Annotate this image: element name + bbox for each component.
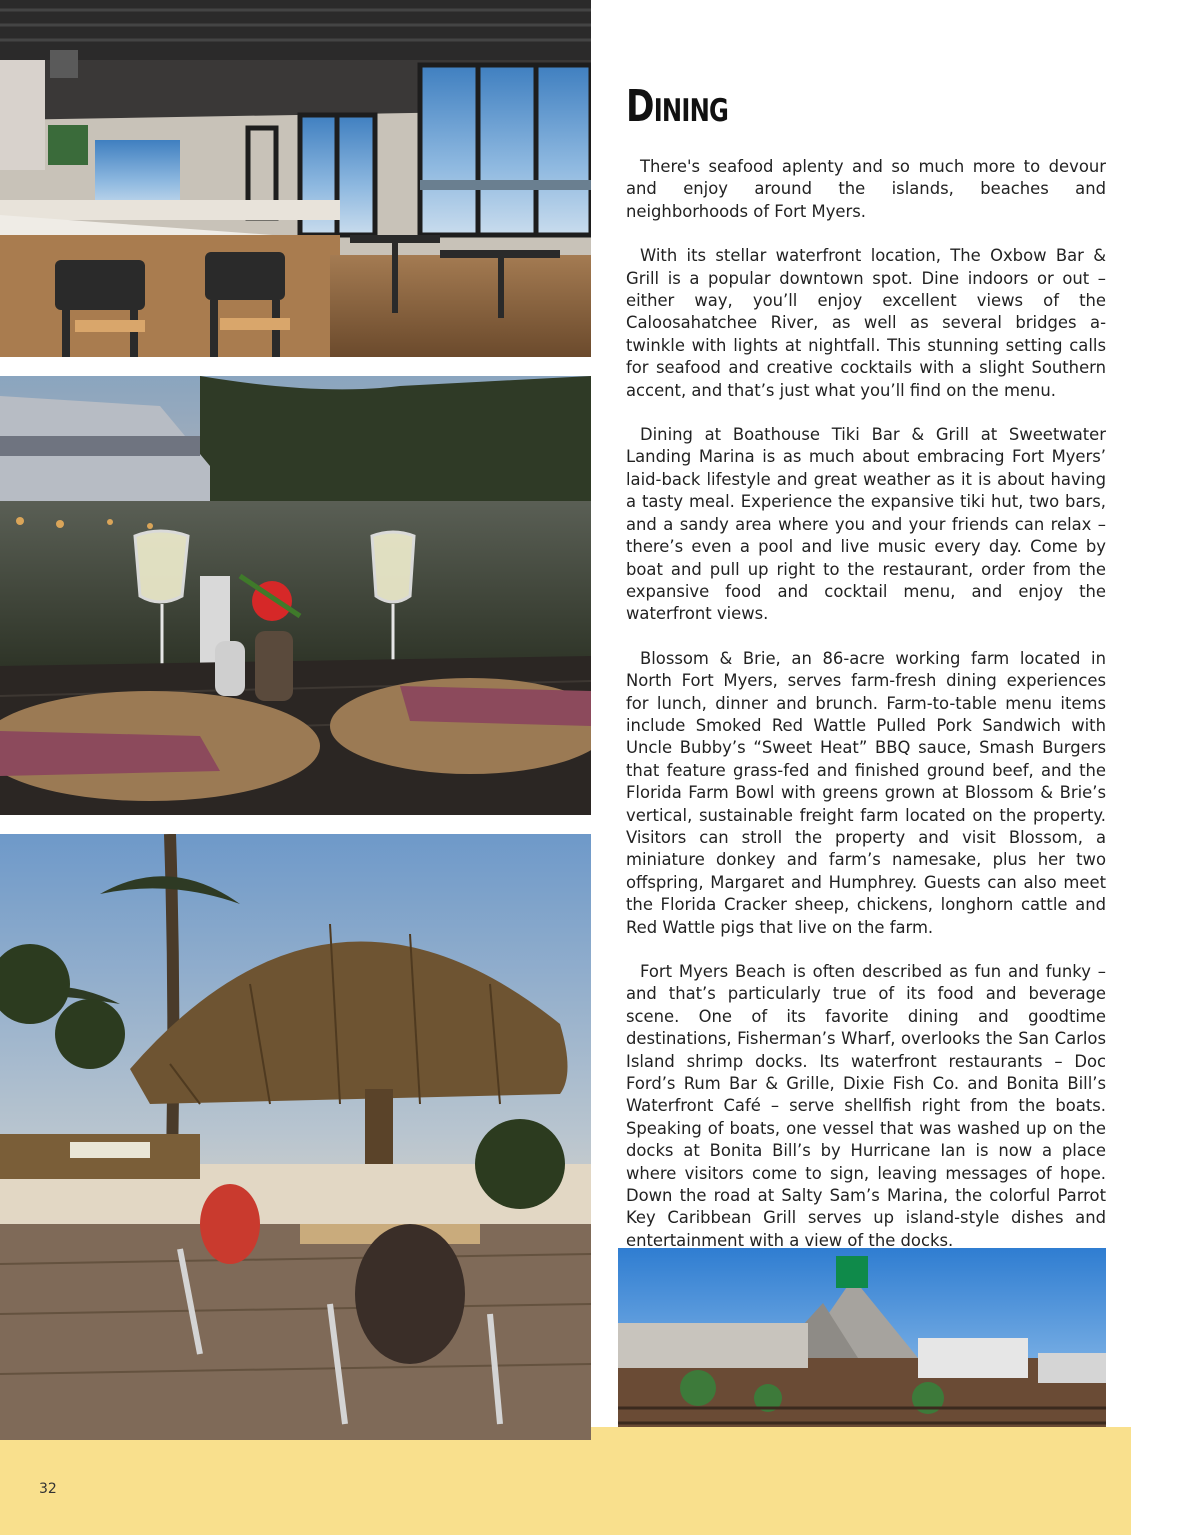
title-initial: D <box>626 81 654 132</box>
paragraph-oxbow: With its stellar waterfront location, The Oxbow Bar & Grill is a popular downtown spot. Dine indoors or out – either way, you’ll enjoy excellent views of the Caloosahatchee River, as well as several bridges a-twinkle with lights at nightfall. This stunning setting calls for seafood and creative cocktails with a slight Southern accent, and that’s just what you’ll find on the menu. <box>626 246 1106 400</box>
title-rest: INING <box>653 93 729 129</box>
wine-table-photo <box>0 376 591 815</box>
article-title <box>626 80 1000 138</box>
marina-restaurant-photo <box>618 1248 1106 1440</box>
paragraph-intro: There's seafood aplenty and so much more to devour and enjoy around the islands, beaches and neighborhoods of Fort Myers. <box>626 157 1106 221</box>
footer-band <box>0 1440 1131 1535</box>
tiki-bar-sunset-photo <box>0 834 591 1440</box>
paragraph-blossom-brie: Blossom & Brie, an 86-acre working farm located in North Fort Myers, serves farm-fresh dining experiences for lunch, dinner and brunch. Farm-to-table menu items include Smoked Red Wattle Pulled Pork Sandwich with Uncle Bubby’s “Sweet Heat” BBQ sauce, Smash Burgers that feature grass-fed and finished ground beef, and the Florida Farm Bowl with greens grown at Blossom & Brie’s vertical, sustainable freight farm located on the property. Visitors can stroll the property and visit Blossom, a miniature donkey and farm’s namesake, plus her two offspring, Margaret and Humphrey. Guests can also meet the Florida Cracker sheep, chickens, longhorn cattle and Red Wattle pigs that live on the farm. <box>626 648 1106 937</box>
paragraph-fort-myers-beach: Fort Myers Beach is often described as fun and funky – and that’s particularly true of its food and beverage scene. One of its favorite dining and goodtime destinations, Fisherman’s Wharf, overlooks the San Carlos Island shrimp docks. Its waterfront restaurants – Doc Ford’s Rum Bar & Grille, Dixie Fish Co. and Bonita Bill’s Waterfront Café – serve shellfish right from the boats. Speaking of boats, one vessel that was washed up on the docks at Bonita Bill’s by Hurricane Ian is now a place where visitors come to sign, leaving messages of hope. Down the road at Salty Sam’s Marina, the colorful Parrot Key Caribbean Grill serves up island-style dishes and entertainment with a view of the docks. <box>626 962 1106 1250</box>
restaurant-interior-photo <box>0 0 591 357</box>
footer-band-top <box>591 1427 1131 1440</box>
dining-article <box>626 80 1106 1274</box>
page-number: 32 <box>39 1481 57 1497</box>
paragraph-boathouse: Dining at Boathouse Tiki Bar & Grill at Sweetwater Landing Marina is as much about embracing Fort Myers’ laid-back lifestyle and great weather as it is about having a tasty meal. Experience the expansive tiki hut, two bars, and a sandy area where you and your friends can relax – there’s even a pool and live music every day. Come by boat and pull up right to the restaurant, order from the expansive food and cocktail menu, and enjoy the waterfront views. <box>626 425 1106 624</box>
